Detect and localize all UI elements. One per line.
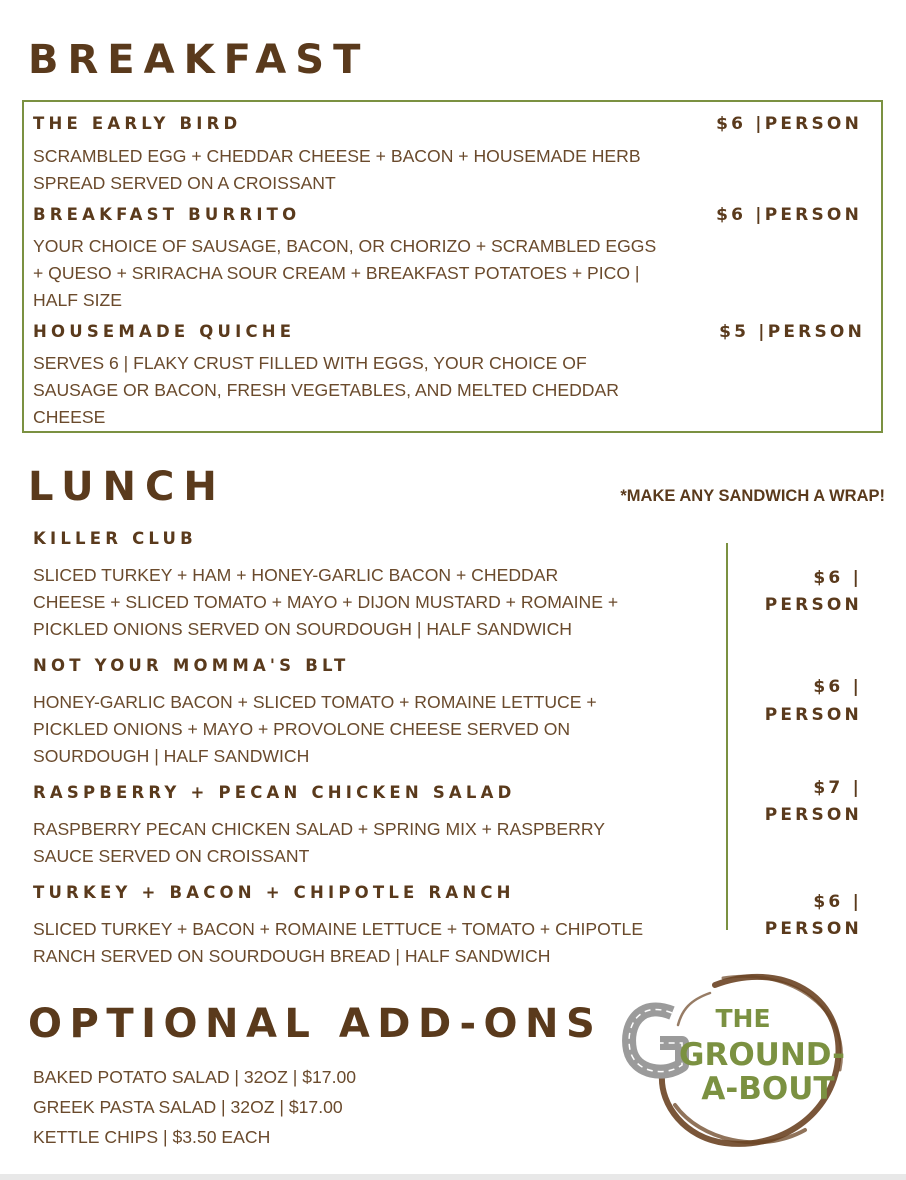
desc-line: CHEESE + SLICED TOMATO + MAYO + DIJON MUSTARD + ROMAINE + — [33, 592, 619, 612]
item-description — [33, 350, 619, 431]
desc-line: + QUESO + SRIRACHA SOUR CREAM + BREAKFAST POTATOES + PICO | — [33, 263, 640, 283]
desc-line: HONEY-GARLIC BACON + SLICED TOMATO + ROMAINE LETTUCE + — [33, 692, 597, 712]
item-title: THE EARLY BIRD — [33, 114, 242, 133]
desc-line: SAUCE SERVED ON CROISSANT — [33, 846, 310, 866]
wrap-note: *MAKE ANY SANDWICH A WRAP! — [620, 487, 885, 505]
desc-line: RANCH SERVED ON SOURDOUGH BREAD | HALF SANDWICH — [33, 946, 551, 966]
item-description — [33, 689, 597, 770]
desc-line: SOURDOUGH | HALF SANDWICH — [33, 746, 310, 766]
desc-line: HALF SIZE — [33, 290, 122, 310]
desc-line: CHEESE — [33, 407, 106, 427]
item-price: $6 |PERSON — [716, 114, 862, 134]
item-title: TURKEY + BACON + CHIPOTLE RANCH — [33, 883, 515, 902]
logo-line1: THE — [715, 1004, 771, 1033]
item-price — [742, 775, 862, 829]
page-bottom-edge — [0, 1174, 906, 1180]
item-description — [33, 816, 605, 870]
price-line: $7 | — [813, 778, 862, 798]
item-price — [742, 889, 862, 943]
addons-title: OPTIONAL ADD-ONS — [28, 1001, 603, 1047]
desc-line: PICKLED ONIONS + MAYO + PROVOLONE CHEESE SERVED ON — [33, 719, 571, 739]
price-line: $6 | — [813, 677, 862, 697]
price-divider — [726, 543, 728, 930]
item-description — [33, 562, 618, 643]
price-line: $6 | — [813, 892, 862, 912]
item-title: BREAKFAST BURRITO — [33, 205, 301, 224]
desc-line: SERVES 6 | FLAKY CRUST FILLED WITH EGGS, YOUR CHOICE OF — [33, 353, 587, 373]
item-price: $6 |PERSON — [716, 205, 862, 225]
logo-line3: A-BOUT — [701, 1071, 835, 1107]
desc-line: SPREAD SERVED ON A CROISSANT — [33, 173, 336, 193]
desc-line: RASPBERRY PECAN CHICKEN SALAD + SPRING MIX + RASPBERRY — [33, 819, 605, 839]
desc-line: SLICED TURKEY + BACON + ROMAINE LETTUCE + TOMATO + CHIPOTLE — [33, 919, 644, 939]
item-price: $5 |PERSON — [719, 322, 865, 342]
ground-a-bout-logo — [620, 965, 880, 1155]
item-description — [33, 916, 643, 970]
item-title: KILLER CLUB — [33, 529, 197, 548]
item-description — [33, 233, 656, 314]
addon-item: GREEK PASTA SALAD | 32OZ | $17.00 — [33, 1097, 343, 1117]
item-price — [742, 673, 862, 729]
price-line: PERSON — [764, 919, 862, 939]
addon-item: BAKED POTATO SALAD | 32OZ | $17.00 — [33, 1067, 357, 1087]
item-description — [33, 143, 641, 197]
item-title: HOUSEMADE QUICHE — [33, 322, 296, 341]
desc-line: SAUSAGE OR BACON, FRESH VEGETABLES, AND MELTED CHEDDAR — [33, 380, 619, 400]
desc-line: SCRAMBLED EGG + CHEDDAR CHEESE + BACON + HOUSEMADE HERB — [33, 146, 641, 166]
lunch-title: LUNCH — [28, 464, 226, 510]
item-price — [742, 565, 862, 619]
price-line: PERSON — [764, 595, 862, 615]
desc-line: PICKLED ONIONS SERVED ON SOURDOUGH | HALF SANDWICH — [33, 619, 572, 639]
logo-graphic — [620, 965, 880, 1155]
price-line: PERSON — [764, 805, 862, 825]
breakfast-title: BREAKFAST — [28, 37, 370, 83]
desc-line: SLICED TURKEY + HAM + HONEY-GARLIC BACON + CHEDDAR — [33, 565, 559, 585]
price-line: $6 | — [813, 568, 862, 588]
addon-item: KETTLE CHIPS | $3.50 EACH — [33, 1127, 271, 1147]
item-title: RASPBERRY + PECAN CHICKEN SALAD — [33, 783, 516, 802]
desc-line: YOUR CHOICE OF SAUSAGE, BACON, OR CHORIZO + SCRAMBLED EGGS — [33, 236, 657, 256]
logo-line2: GROUND- — [679, 1037, 845, 1073]
price-line: PERSON — [764, 705, 862, 725]
item-title: NOT YOUR MOMMA'S BLT — [33, 656, 350, 675]
